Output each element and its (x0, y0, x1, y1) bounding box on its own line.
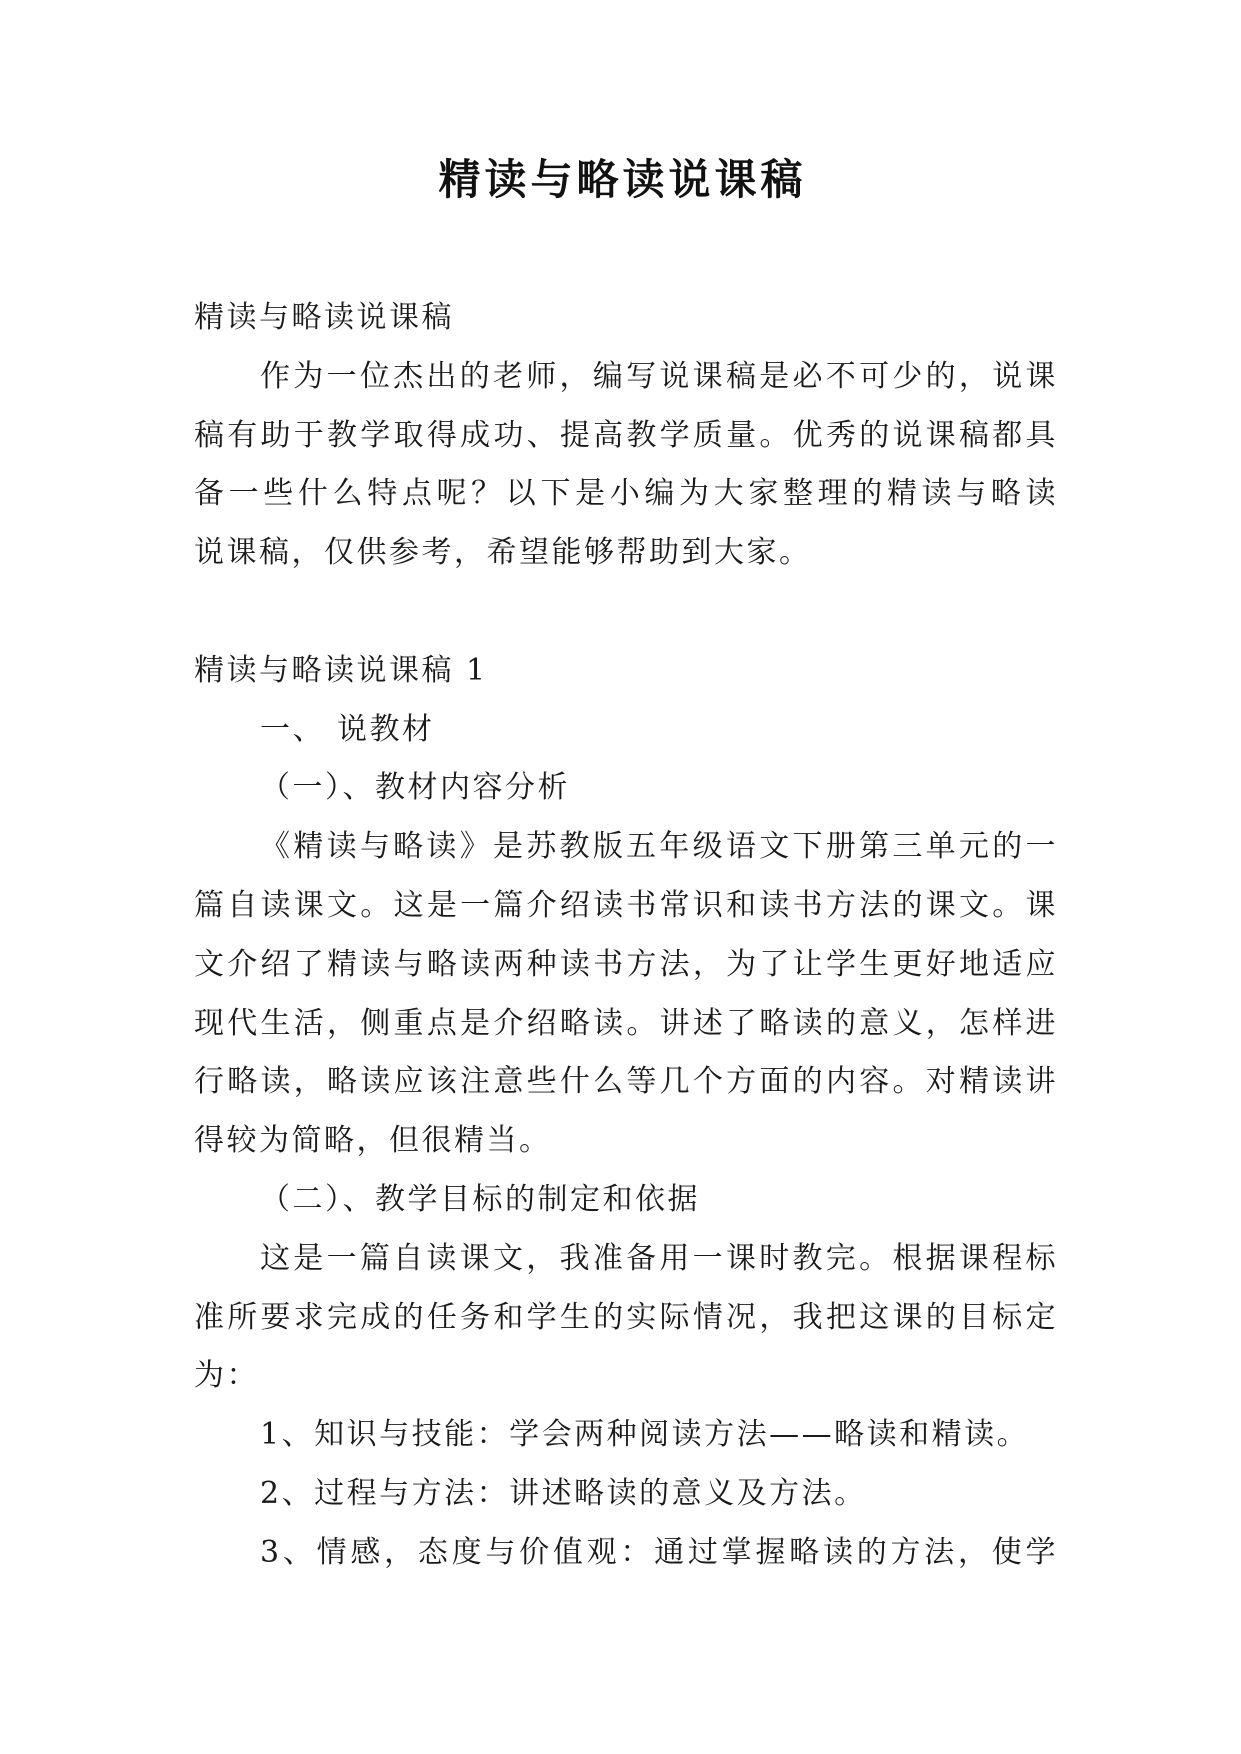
part1-heading: 一、 说教材 (260, 711, 435, 747)
intro-line: 作为一位杰出的老师，编写说课稿是必不可少的，说课 (260, 358, 1058, 394)
sub1-line: 《精读与略读》是苏教版五年级语文下册第三单元的一 (260, 829, 1058, 865)
sub2-paragraph (194, 1230, 1058, 1406)
sub1-line: 得较为简略，但很精当。 (194, 1123, 552, 1159)
document-heading: 精读与略读说课稿 (194, 300, 454, 335)
sub1-paragraph (194, 818, 1058, 1171)
goal-item: 3、情感，态度与价值观：通过掌握略读的方法，使学 (260, 1534, 1058, 1570)
sub2-line: 这是一篇自读课文，我准备用一课时教完。根据课程标 (260, 1240, 1058, 1276)
sub1-line: 文介绍了精读与略读两种读书方法，为了让学生更好地适应 (194, 946, 1058, 982)
sub1-line: 篇自读课文。这是一篇介绍读书常识和读书方法的课文。课 (194, 887, 1058, 923)
goal-item: 1、知识与技能：学会两种阅读方法——略读和精读。 (260, 1417, 1030, 1453)
sub2-heading: （二）、教学目标的制定和依据 (260, 1181, 700, 1217)
intro-line: 说课稿，仅供参考，希望能够帮助到大家。 (194, 535, 812, 571)
intro-line: 备一些什么特点呢？以下是小编为大家整理的精读与略读 (194, 476, 1058, 512)
document-title: 精读与略读说课稿 (438, 155, 807, 204)
sub1-line: 现代生活，侧重点是介绍略读。讲述了略读的意义，怎样进 (194, 1005, 1058, 1041)
sub2-line: 准所要求完成的任务和学生的实际情况，我把这课的目标定 (194, 1299, 1058, 1335)
goal-item: 2、过程与方法：讲述略读的意义及方法。 (260, 1475, 867, 1511)
sub2-line: 为： (194, 1358, 259, 1394)
document-body (194, 289, 1058, 1583)
section-title: 精读与略读说课稿 1 (194, 652, 488, 688)
intro-line: 稿有助于教学取得成功、提高教学质量。优秀的说课稿都具 (194, 417, 1058, 453)
sub1-heading: （一）、教材内容分析 (260, 770, 570, 806)
sub1-line: 行略读，略读应该注意些什么等几个方面的内容。对精读讲 (194, 1064, 1058, 1100)
intro-paragraph (194, 348, 1058, 583)
blank-line (194, 583, 1058, 642)
goals-list (194, 1406, 1058, 1582)
